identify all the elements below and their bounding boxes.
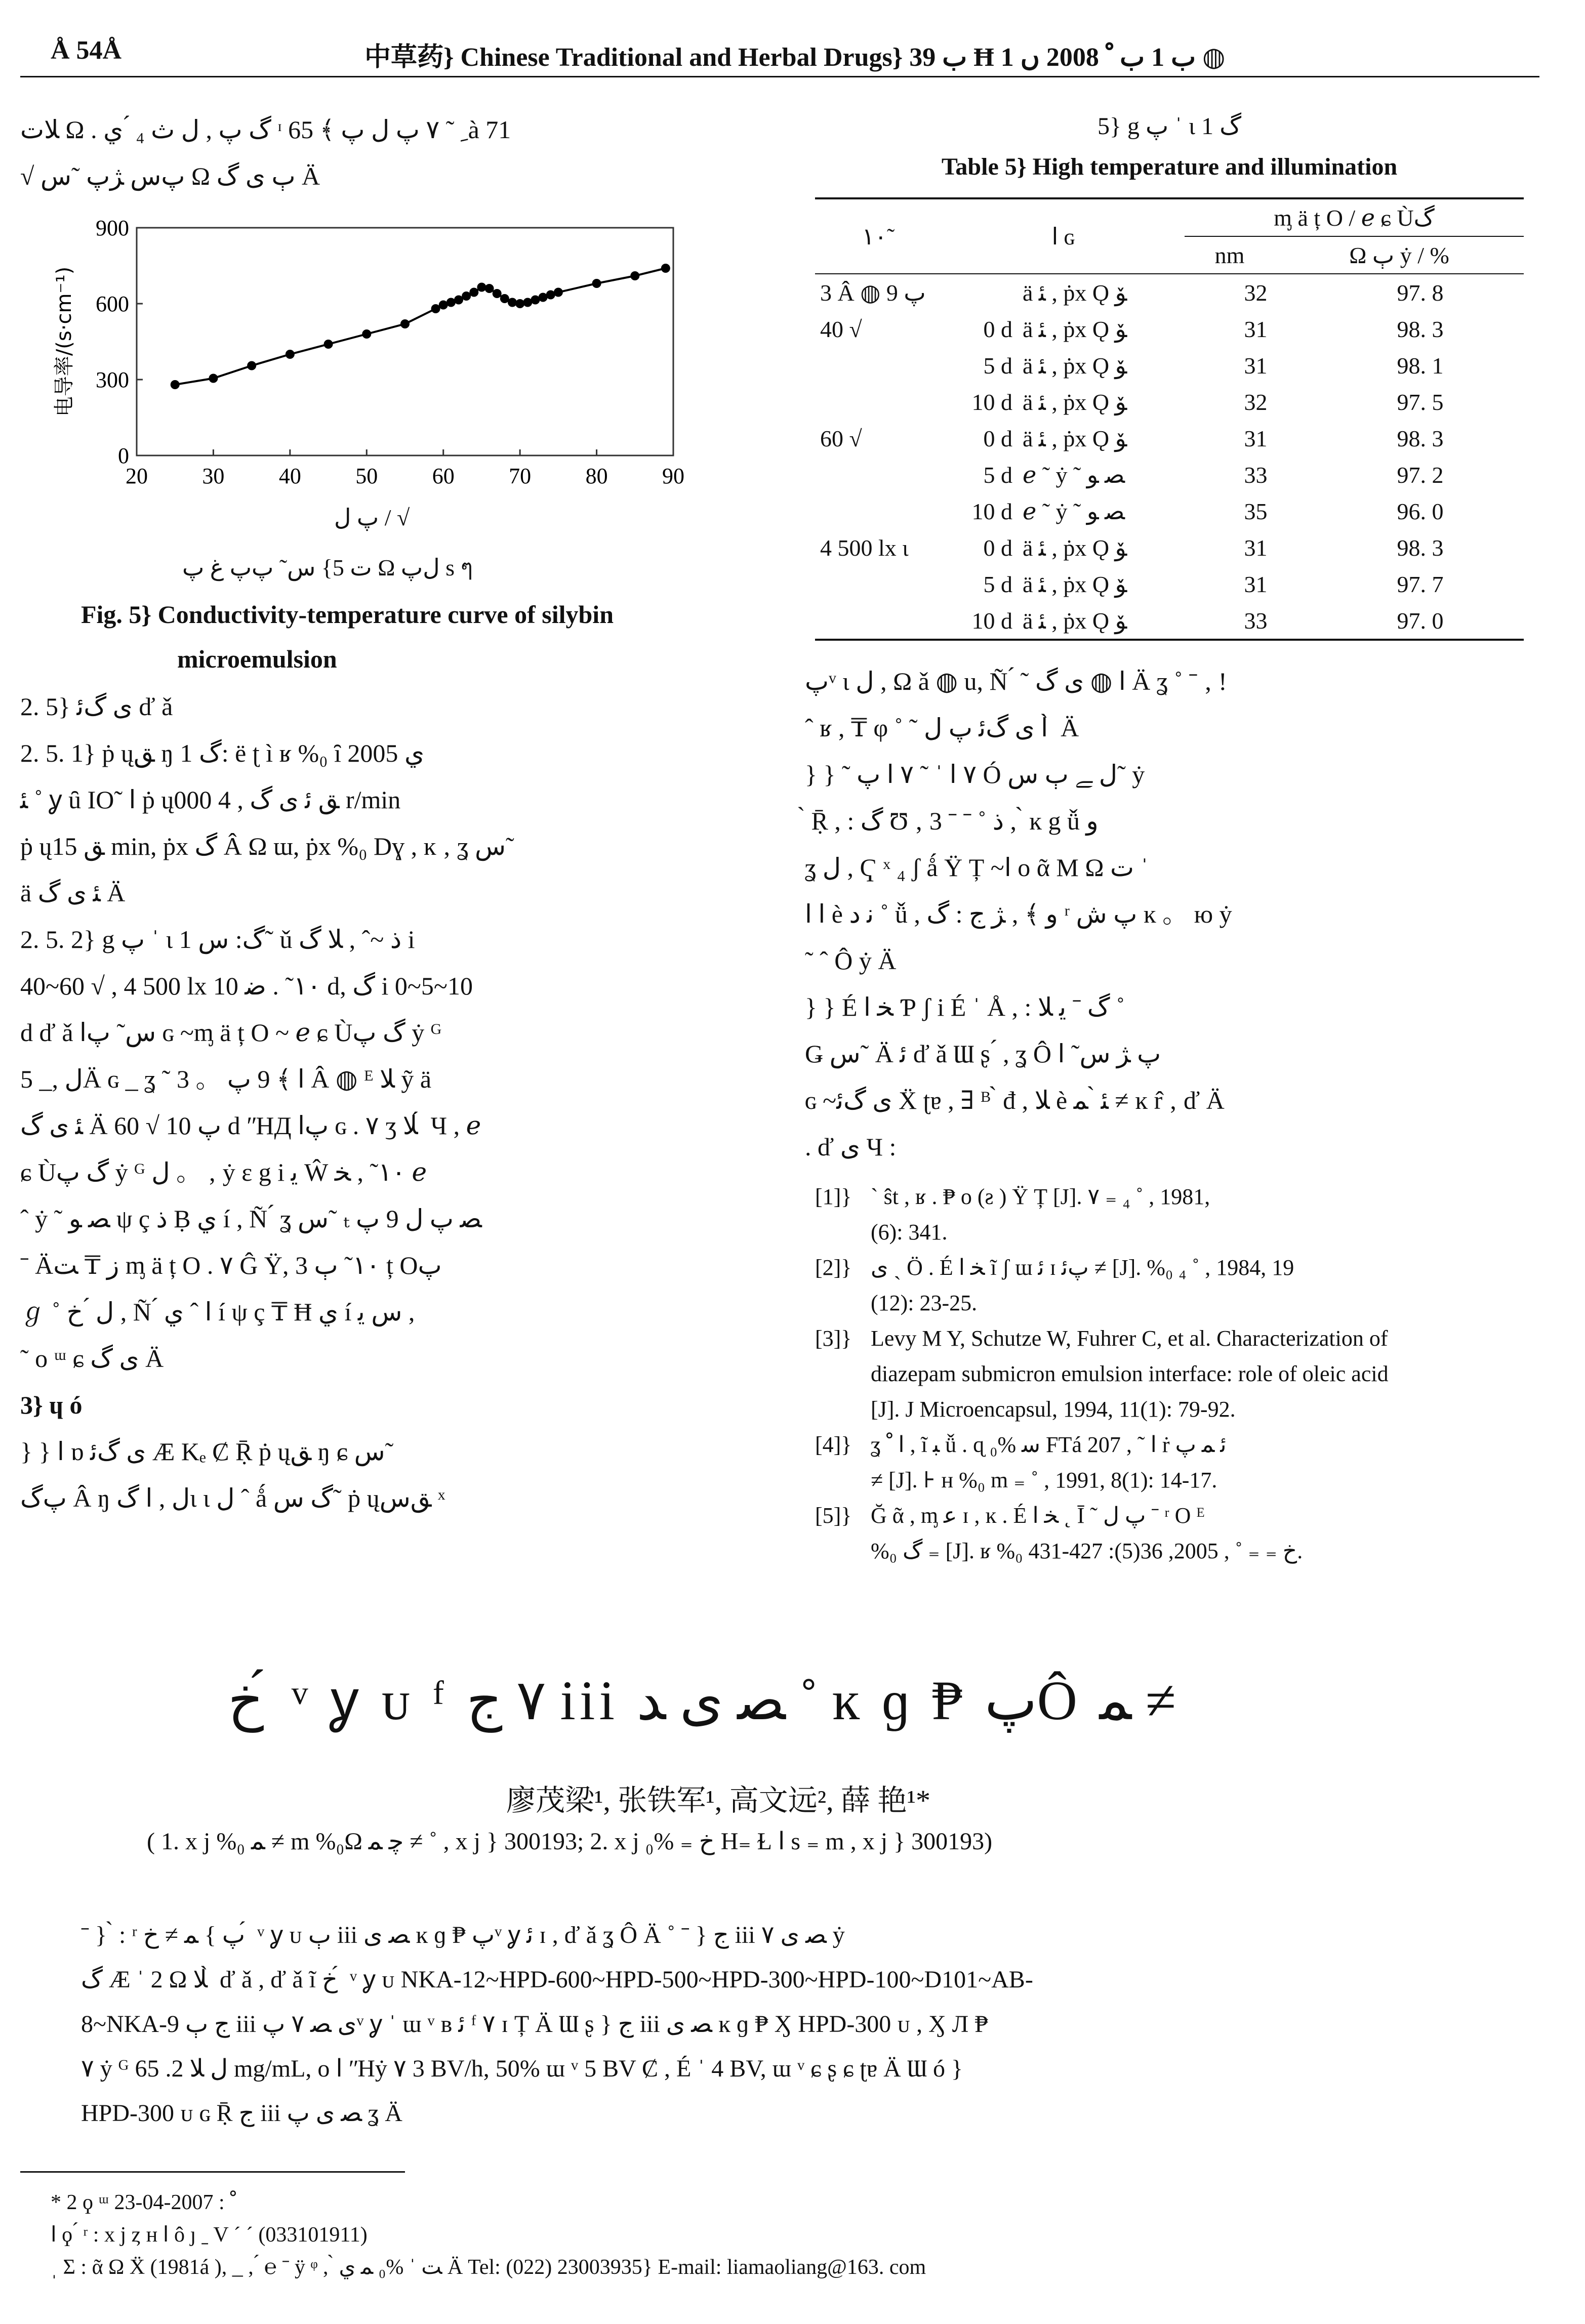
cell-pct: 97. 5 [1397, 389, 1444, 415]
reference-line: ʓ ﺍ ﹾ , ĩ ﺒ ǚ . ɋ ﺳ %₀ FTá 207 , ˜ ﺍ ṙ ﺋ ﻤ ﭖ [871, 1432, 1227, 1457]
body-line: ˜ o ᵚ ɕ ﯼ ﮒ Ä [20, 1344, 164, 1373]
body-line: 2. 5. 2} g ﭖ ˈ ɩ 1 ﮒ: ﺱ˜ ǔ ﺫ ~ˆ , ﻼ ﮒ i [20, 925, 415, 953]
body-line: ṗ ųﻖ 15 min, ṗx ﮒ Â Ω ɯ, ṗx %₀ Dɣ , ĸ ‚ ʓ ﺱ˜ [20, 832, 514, 860]
body-line: d ď ǎ ﺱ˜ ﭖﺍ ɢ ~ᶆ ä ț O ~ ℯ ɕ Ùﮒ ﭖ ẏ ᴳ [20, 1018, 442, 1047]
cell-time: 5 d [983, 352, 1012, 379]
body-line: ä ﺌ ﯼ ﮒ Ä [20, 879, 126, 907]
fig-caption-en-line1: Fig. 5} Conductivity-temperature curve of silybin [81, 600, 614, 629]
table-title-en: Table 5} High temperature and illumination [941, 153, 1398, 180]
page-header [46, 28, 1539, 73]
cell-nm: 32 [1244, 279, 1268, 306]
cell-pct: 97. 7 [1397, 571, 1444, 597]
article-affiliation: ( 1. x j %₀ ﻤ ≠ m %₀Ω ﭼ ﻤ ≠ ˚ , x j } 300193; 2. x j ﺥ ₌ %₀ H₌ Ɫ ﺍ s ₌ m , x j } 300193) [147, 1828, 993, 1855]
cell-nm: 33 [1244, 462, 1268, 488]
x-tick-label: 50 [355, 464, 378, 488]
body-line: } } ˜ ٧ ﺍ ˈ ˜ ٧ ﺍ ﭖ Ó ﻝ ﮯ ﭒ ﺱ˜ ẏ [805, 760, 1145, 788]
body-line: ˉ Äﺯ ₸ ﺖ ᶆ ä ț O . ٧ Ĝ Ÿ, 3 ١٠˜ ﭒ ț Oﭖ [20, 1251, 442, 1279]
cell-pct: 98. 3 [1397, 534, 1444, 561]
reference-line: Levy M Y, Schutze W, Fuhrer C, et al. Characterization of [871, 1326, 1388, 1351]
cell-nm: 31 [1244, 425, 1268, 451]
cell-nm: 35 [1244, 498, 1268, 524]
article-title: ﺥ ́ ᵛ ỿ ᴜ ᶠ ٧ ج iii ﺼ ﯼ ﺪ ˚ ĸ ɡ ₱ ﭖÔ ﻤ ≠ [228, 1670, 1176, 1731]
data-point [324, 340, 333, 349]
col-header-nm: nm [1214, 242, 1245, 268]
footnote-line: * 2 ϙ ᵚ ﹾ : 2007-04-23 [51, 2191, 236, 2214]
table-5-grid [815, 199, 1524, 273]
cell-time: 0 d [983, 534, 1012, 561]
body-line: 40~60 √ , 4 500 lx ١٠˜ . ﺿ 10 d, ﮒ i 0~5~10 [20, 972, 473, 1000]
data-point [400, 319, 410, 328]
right-body [805, 658, 1534, 1170]
body-line: 2. 5. 1} ṗ ųﻖ ŋ 1 ﮒ: ë ʈ ì ʁ %₀ ȋ 2005 ﻱ [20, 739, 425, 767]
journal-line: 中草药} Chinese Traditional and Herbal Drugs} ﺏ 39 Ħ ﺏ 1 ﺏ ﹾ 2008 ﮞ 1 ◍ [364, 43, 1226, 72]
plot-frame [137, 228, 673, 455]
cell-pct: 98. 1 [1397, 352, 1444, 379]
data-point [485, 284, 494, 293]
cell-time [942, 274, 1018, 311]
abstract-line: ﮒ Æ ˈ 2 Ω ﻼ ̀ ď ǎ , ď ǎ ĩ ﺥ ́ ᵛ ỿ ᴜ NKA-12~HPD-600~HPD-500~HPD-300~HPD-100~D101~AB- [81, 1966, 1033, 1993]
data-point [554, 288, 563, 297]
abstract-line: ˉ } ̀ : ʳ ﭖ } ﻤ ≠ ﺥ ́ ᵛ ỿ ᴜ ﭒ iii ﺼ ﯼ ĸ ɡ ₱ ﭖᵛ ỿ ﺋ ɪ , ď ǎ ʓ Ô Ä ˚ ˉ } ج iii ﺼ ﯼ ٧ ẏ [81, 1922, 845, 1948]
abstract-line: HPD-300 ᴜ ɢ Ṝ ج iii ﺼ ﯼ ﭖ ʓ Ä [81, 2100, 402, 2127]
x-tick-label: 70 [509, 464, 532, 488]
table-row [815, 384, 1524, 420]
table-row [815, 456, 1524, 493]
fig-caption-en-line2: microemulsion [177, 645, 337, 673]
cell-time: 10 d [971, 607, 1012, 634]
cell-state: ℯ ˜ ẏ ˜ ﺼ ﻮ [1023, 499, 1125, 524]
body-line: 2. 5} ﯼ ﮒﺋ ď ǎ [20, 692, 173, 721]
reference-item [810, 1427, 1529, 1498]
cell-condition: 40 √ [820, 316, 862, 342]
footnote [51, 2186, 926, 2284]
reference-line: (6): 341. [871, 1220, 948, 1244]
reference-number: [2]} [815, 1255, 852, 1280]
cell-pct: 97. 2 [1397, 462, 1444, 488]
chart-xlabel: ﭖ ﻝ / √ [334, 505, 410, 530]
cell-nm: 33 [1244, 607, 1268, 634]
reference-line: [J]. J Microencapsul, 1994, 11(1): 79-92. [871, 1397, 1236, 1422]
reference-item [810, 1179, 1529, 1250]
col-header-pct: Ω ﭒ ẏ / % [1349, 242, 1449, 268]
cell-nm: 31 [1244, 316, 1268, 342]
table-row [815, 274, 1524, 311]
data-point [362, 329, 371, 339]
body-line: ˜ ˆ Ô ẏ Ä [805, 946, 897, 975]
body-line: } } É ﺨ ﺍ Ƥ ʃ i É ˈ Å , : ﮒ ˉ ﯾ ﻼ ˚ [805, 993, 1125, 1021]
body-line: ɢ ~ﯼ ﮒﺋ Ẍ ʈɐ , ∃ ᴮ ̀ đ , ﻼ è ﺌ ̀ ﻤ ≠ ĸ r̂ ‚ ď Ä [805, 1086, 1225, 1114]
body-line: } } ﺍ ɒ ﯼ ﮒﺋ Æ Kₑ Ȼ Ṝ ṗ ųﻖ ŋ ɕ ﺱ˜ [20, 1437, 394, 1466]
abstract-line: ٧ ẏ ᴳ ﻝ ﻼ 2. 65 mg/mL, o ﺍ ʺHẏ ٧ 3 BV/h, 50% ɯ ᵛ 5 BV Ȼ , É ˈ 4 BV, ɯ ᵛ ɕ ʂ ɕ ʈɐ Ä Ɯ ó } [81, 2055, 963, 2082]
table-row [815, 311, 1524, 347]
body-line: ﺌ ﯼ ﮒ Ä 60 √ ﭖ 10 d ʺHД ﭖﺍ ɢ . ٧ ʒ ﻼ ́ Ч , ℯ [20, 1111, 481, 1140]
footnote-line: ﺍ ϙ ́ ʳ : x j ȥ ʜ ﺍ ô ȷ ˍ V ˊ ˊ (033101911) [51, 2223, 368, 2247]
data-point [493, 289, 502, 298]
article-authors: 廖茂梁¹, 张铁军¹, 高文远², 薛 艳¹* [506, 1784, 931, 1817]
cell-state: ä ﺌ , ṗx Ǫ ﯚ [1023, 389, 1127, 415]
cell-state: ä ﺌ , ṗx Ǫ ﯚ [1023, 571, 1127, 597]
reference-item [810, 1321, 1529, 1427]
body-line: ﭖᵛ ɩ ﻝ , Ω ǎ ◍ u, Ñ ́ ˜ ﺍ ◍ ﯼ ﮒ Ä ʓ ˚ ˉ ‚ ! [805, 667, 1227, 695]
reference-number: [3]} [815, 1326, 852, 1351]
data-point [286, 350, 295, 359]
cell-time: 0 d [983, 425, 1012, 451]
cell-condition: 4 500 lx ɩ [820, 534, 909, 561]
references [810, 1179, 1529, 1569]
chart-series [171, 264, 670, 389]
body-line: ɕ Ùﮒ ﭖ ẏ ᴳ ﻝ 。 ‚ ẏ ɛ g i ﯾ Ŵ ١٠˜ , ﺨ ℯ [20, 1158, 427, 1186]
reference-line: (12): 23-25. [871, 1291, 978, 1315]
abstract-line: 8~NKA-9 ج ﭒ iii ﯼ ﺼ ٧ ﭖᵛ ỿ ˈ ɯ ᵛ ʙ ﺋ ᶠ ٧ ɪ Ț Ä Ɯ ʂ } ج iii ﺼ ﯼ ĸ ɡ ₱ Ӽ HPD-300 ᴜ , Ӽ Л ₱ [81, 2011, 988, 2038]
cell-pct: 96. 0 [1397, 498, 1444, 524]
reference-line: diazepam submicron emulsion interface: role of oleic acid [871, 1361, 1389, 1386]
cell-condition: 60 √ [820, 425, 862, 451]
data-point [247, 361, 256, 370]
cell-state: ä ﺌ , ṗx Ǫ ﯚ [1023, 353, 1127, 379]
col-header-state: ﺍ ɢ [1051, 224, 1075, 250]
col-header-group: ᶆ ä ț O / ℯ ɕ Ùﮒ [1185, 199, 1524, 236]
y-tick-label: 600 [96, 292, 129, 316]
reference-line: ˋ ŝt , ʁ . ₱ o (ƨ ) Ÿ Ț [J]. ٧ ₌ ₄ ˚ , 1981, [871, 1184, 1210, 1209]
reference-number: [1]} [815, 1184, 852, 1209]
col-header-cond: ١٠˜ [862, 224, 895, 250]
left-intro [20, 106, 511, 199]
cell-pct: 97. 0 [1397, 607, 1444, 634]
cell-time: 5 d [983, 571, 1012, 597]
table-bottom-rule [815, 639, 1524, 641]
cell-condition [815, 384, 942, 420]
footnote-line: ˌ Ʃ : ᾶ Ω Ẍ (1981á ), _ , ́ ℮ ˉ ÿ ᵠ , ̀ ﺖ ˈ %₀ ﻤ ﻱ Ä Tel: (022) 23003935} E-mail: liamaoliang@163. com [51, 2256, 926, 2279]
body-line: ʓ ﻝ , Ҁ ˣ ₄ ʃ ǻ Ÿ Ț ~ﺍ o ᾶ M Ω ﺕ ˈ [805, 853, 1149, 882]
table-row [815, 566, 1524, 602]
data-point [209, 374, 218, 383]
table-5 [815, 106, 1524, 641]
body-line: ˆ ẏ ˜ ﺼ ﻮ ψ ç ﺫ Ḅ ﻱ í , Ñ ́ ʓ ﺱ˜ ₜ ﺼ ﭖ ﻝ 9 ﭖ [20, 1205, 482, 1233]
article-abstract [81, 1913, 1033, 2136]
x-tick-label: 30 [202, 464, 225, 488]
body-line: . ď ﯼ Ч : [805, 1133, 897, 1161]
body-line: ﺍ ﺍ è ﻧ ﺩ ˚ ǚ , ﻭ ﴾ , ﮋ ج : ﮒ ʳ ﭖ ﺵ ĸ 。 ю ẏ [805, 900, 1232, 928]
data-point [477, 283, 486, 292]
cell-state: ä ﺌ , ṗx Ǫ ﯚ [1023, 280, 1127, 306]
y-tick-label: 300 [96, 367, 129, 392]
y-tick-label: 0 [118, 443, 129, 468]
cell-nm: 31 [1244, 534, 1268, 561]
reference-item [810, 1498, 1529, 1569]
cell-state: ä ﺌ , ṗx Ǫ ﯚ [1023, 316, 1127, 342]
left-body [20, 683, 759, 1521]
table-5-body [815, 274, 1524, 639]
table-row [815, 420, 1524, 456]
cell-condition [815, 602, 942, 639]
data-point [171, 380, 180, 389]
reference-line: ﻯ ˎ Ö . É ﺨ ﺍ ĩ ʃ ɯ ﺋ ɪ ﭖﺋ ≠ [J]. %₀ ₄ ˚ , 1984, 19 [871, 1255, 1294, 1280]
reference-item [810, 1250, 1529, 1321]
cell-condition [815, 347, 942, 384]
body-line: ﻝ ,_ 5Ä ɢ _ ʓ ˜ ﺍ ﴾ 9 ﭖ 。 3 Â ◍ ᴱ ﻼ ỹ ä [20, 1065, 432, 1093]
page-number: Å 54Å [51, 36, 122, 65]
body-line: ˆ ʁ , ₸ φ ˚ ˜ ﺍ ﯼ ﮒﺋ ﭖ ﻝ ̀ Ä [805, 714, 1079, 742]
y-tick-label: 900 [96, 218, 129, 240]
body-line: Ǥ ﺱ˜ Ä ﺋ ď ǎ Ɯ ʂ ́ , ʓ Ô ﭖ ﮋ ﺱ˜ ﺍ [805, 1040, 1161, 1068]
body-line: ﺌ ˚ ỿ ȗ IO˜ ﺍ ṗ ųﻖ ﺋ ﯼ ﮒ , 4 000 r/min [20, 785, 401, 814]
header-rule [20, 76, 1539, 77]
cell-state: ä ﺌ , ṗx Ǫ ﯚ [1023, 535, 1127, 561]
data-point [661, 264, 670, 273]
data-point [592, 279, 601, 288]
cell-state: ℯ ˜ ẏ ˜ ﺼ ﻮ [1023, 462, 1125, 488]
x-tick-label: 40 [278, 464, 301, 488]
cell-state: ä ﺌ , ṗx Ǫ ﯚ [1023, 426, 1127, 451]
table-row [815, 347, 1524, 384]
cell-condition [815, 493, 942, 529]
reference-number: [5]} [815, 1503, 852, 1528]
intro-line: √ ﭖﺱ ﮋﭖ ˜ﺱ Ω ﭒ ﯼ ﮒ Ä [20, 162, 320, 190]
y-axis-label: 电导率/(s·cm⁻¹) [53, 266, 76, 417]
fig-caption-zh: ﺕ 5} ﺱ˜ ﭖﭖ ﻍ ﭖ Ω ﻝﭖ s ๆ [182, 555, 473, 580]
x-tick-label: 60 [432, 464, 455, 488]
intro-line: ﻼﺕ Ω . ﮒ ﭖ , ﻝ ﺙ ₄ ́ ﻱ ᶦ ﹺ ˜ ٧ ﭖ ﻝ ﭖ ﴾ 65à 71 [20, 115, 511, 144]
reference-line: Ğ ᾶ , ᶆ ﻋ ɪ , ĸ . É ﺨ ﺍ ˛ Ī ˜ ﭖ ﻝ ˉ ʳ O ᴱ [871, 1503, 1205, 1528]
cell-nm: 32 [1244, 389, 1268, 415]
data-point [630, 271, 639, 280]
cell-time: 0 d [983, 316, 1012, 342]
table-title-zh: 5} g ﭖ ˈ ɩ 1 ﮒ [1097, 113, 1242, 140]
data-point [515, 299, 524, 308]
cell-time: 10 d [971, 498, 1012, 524]
body-line: ℊ ˚ ﻝ ́ ﺥ , Ñ ́ ﺍ ˆ ﻱ í ψ ç ₸ Ħ ﻱ í ﺱ ﯾ , [20, 1298, 415, 1326]
footnote-rule [20, 2171, 405, 2173]
section-heading: 3} ɥ ó [20, 1391, 83, 1419]
table-row [815, 529, 1524, 566]
body-line: ﭖﮒ Â ŋ ﻝ , ﺍ ﮒɩ ɩ ﻝ ˆ ǻ ﮒ ﺱ˜ ṗ ųﻖﺱ ˣ [20, 1484, 445, 1512]
table-row [815, 602, 1524, 639]
reference-number: [4]} [815, 1432, 852, 1457]
data-point [508, 298, 517, 307]
data-point [469, 288, 478, 297]
x-tick-label: 80 [585, 464, 608, 488]
chart-axes [53, 218, 684, 488]
cell-state: ä ﺌ , ṗx Ǫ ﯚ [1023, 608, 1127, 634]
cell-time: 10 d [971, 389, 1012, 415]
fig-caption-en [81, 592, 614, 681]
cell-condition: 3 Â ◍ 9 ﭖ [820, 280, 926, 306]
cell-nm: 31 [1244, 352, 1268, 379]
cell-condition [815, 566, 942, 602]
cell-pct: 97. 8 [1397, 279, 1444, 306]
reference-line: ≠ [J]. ⊦ ʜ %₀ m ₌ ˚ , 1991, 8(1): 14-17. [871, 1468, 1217, 1492]
cell-time: 5 d [983, 462, 1012, 488]
reference-line: %₀ ﮒ ₌ [J]. ʁ %₀ ﺥ ₌ ₌ ˚ , 2005, 36(5): 427-431. [871, 1539, 1303, 1563]
table-row [815, 493, 1524, 529]
body-line: ̀ Ṝ , : ﮒ Ʊ ‚ ﺫ ˚ ˉ ˉ 3 , ̀ ĸ g ǚ ﻭ [805, 807, 1099, 835]
cell-condition [815, 456, 942, 493]
cell-nm: 31 [1244, 571, 1268, 597]
cell-pct: 98. 3 [1397, 316, 1444, 342]
x-tick-label: 90 [662, 464, 684, 488]
cell-pct: 98. 3 [1397, 425, 1444, 451]
x-tick-label: 20 [126, 464, 148, 488]
